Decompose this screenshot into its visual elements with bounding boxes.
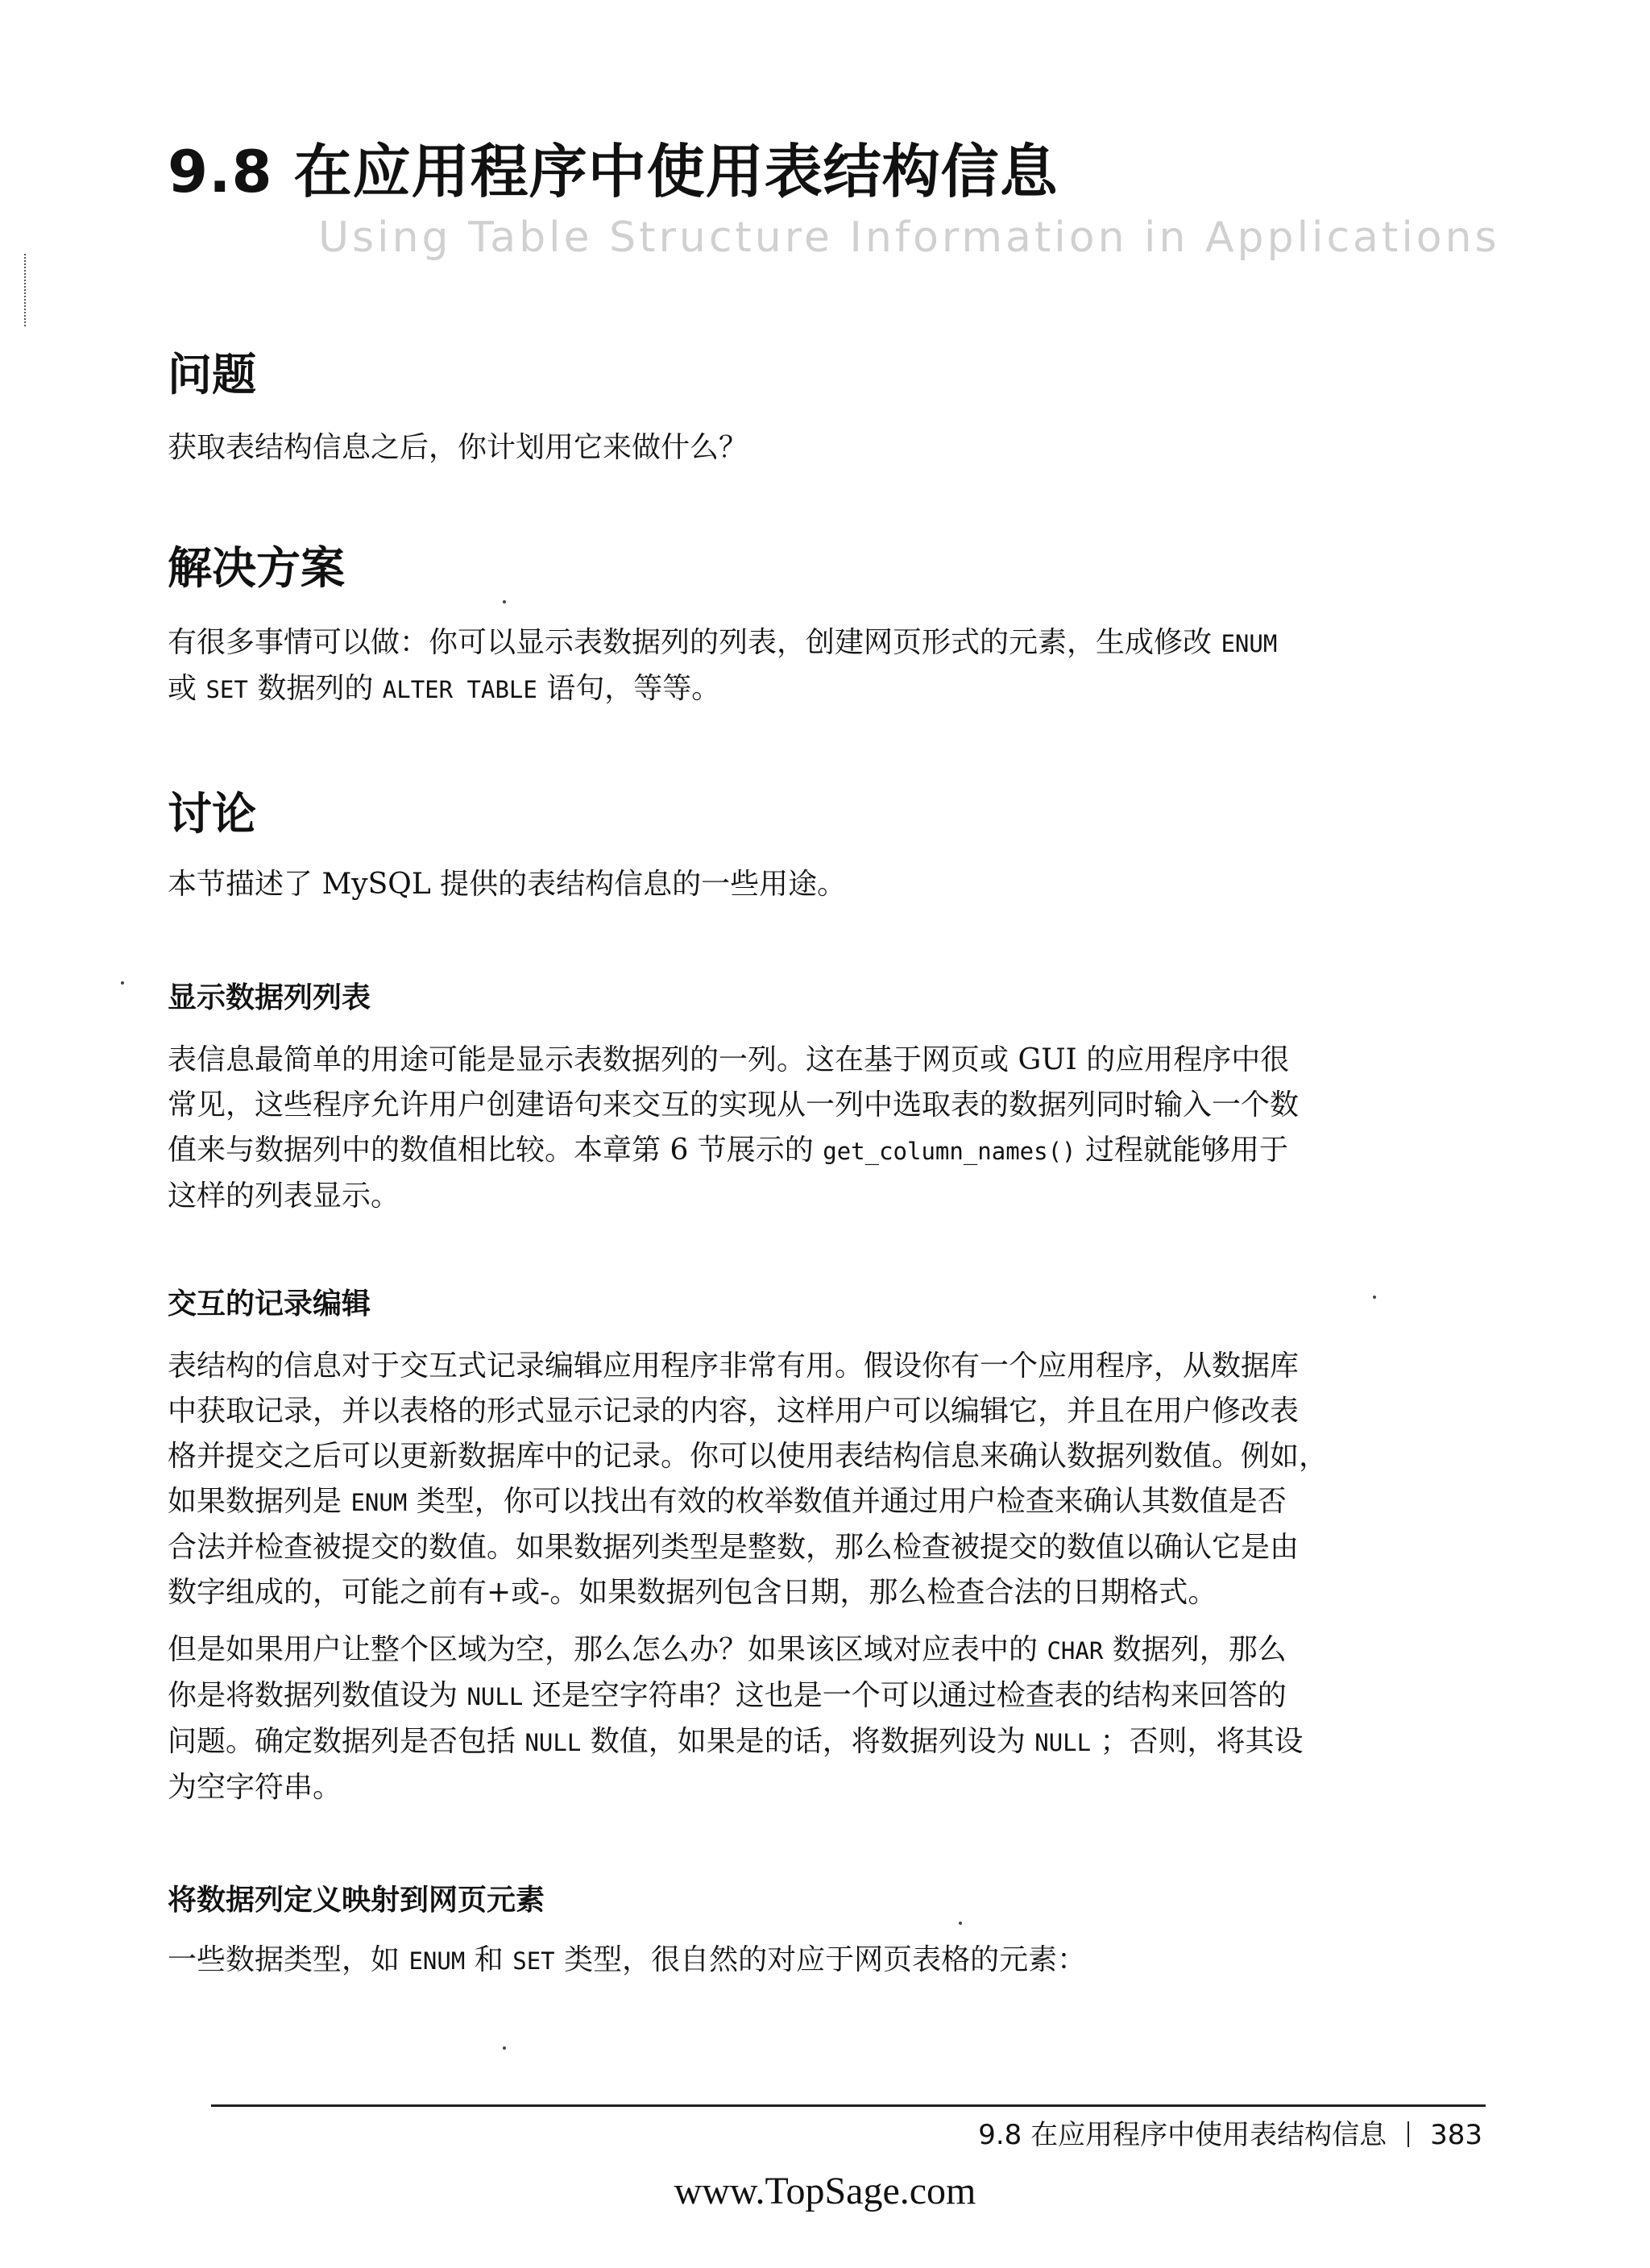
mapping-text <box>168 1938 1449 1984</box>
display-list-line-3 <box>168 1128 1449 1174</box>
solution-line-1-text: 有很多事情可以做：你可以显示表数据列的列表，创建网页形式的元素，生成修改 <box>168 626 1213 659</box>
null-code: NULL <box>466 1683 524 1710</box>
discussion-text <box>168 862 1449 907</box>
footer-rule <box>211 2104 1486 2107</box>
mapping-line-1-part3: 类型，很自然的对应于网页表格的元素： <box>564 1943 1087 1976</box>
interactive-edit-p2-line-4: 为空字符串。 <box>168 1771 342 1804</box>
display-list-line-3-part1: 值来与数据列中的数值相比较。本章第 6 节展示的 <box>168 1134 814 1167</box>
scan-speck <box>121 981 124 985</box>
interactive-edit-p1-line-3: 格并提交之后可以更新数据库中的记录。你可以使用表结构信息来确认数据列数值。例如， <box>168 1440 1329 1473</box>
p2-line-2-part2: 还是空字符串？这也是一个可以通过检查表的结构来回答的 <box>532 1679 1287 1712</box>
null-code: NULL <box>524 1729 582 1756</box>
footer-separator <box>1407 2121 1409 2147</box>
interactive-edit-paragraph-2 <box>168 1627 1449 1810</box>
interactive-edit-p2-line-1 <box>168 1627 1449 1673</box>
interactive-edit-p2-line-2 <box>168 1673 1449 1719</box>
interactive-edit-heading: 交互的记录编辑 <box>168 1287 371 1321</box>
mapping-line-1-part1: 一些数据类型，如 <box>168 1943 400 1976</box>
solution-line-2-part2: 数据列的 <box>257 672 374 705</box>
p2-line-3-part1: 问题。确定数据列是否包括 <box>168 1725 516 1758</box>
running-footer <box>978 2116 1482 2154</box>
page-number: 383 <box>1430 2119 1482 2151</box>
discussion-line: 本节描述了 MySQL 提供的表结构信息的一些用途。 <box>168 868 847 901</box>
display-list-line-1: 表信息最简单的用途可能是显示表数据列的一列。这在基于网页或 GUI 的应用程序中很 <box>168 1043 1290 1076</box>
alter-table-code: ALTER TABLE <box>382 676 537 703</box>
interactive-edit-p1-line-5: 合法并检查被提交的数值。如果数据列类型是整数，那么检查被提交的数值以确认它是由 <box>168 1531 1300 1564</box>
p1-line-4-part2: 类型，你可以找出有效的枚举数值并通过用户检查来确认其数值是否 <box>416 1485 1287 1518</box>
footer-section-title: 9.8 在应用程序中使用表结构信息 <box>978 2119 1387 2151</box>
solution-line-2-part3: 语句，等等。 <box>546 672 721 705</box>
p2-line-2-part1: 你是将数据列数值设为 <box>168 1679 458 1712</box>
interactive-edit-p1-line-4 <box>168 1479 1449 1525</box>
enum-code: ENUM <box>1221 630 1278 657</box>
p2-line-3-part2: 数值，如果是的话，将数据列设为 <box>590 1725 1026 1758</box>
discussion-heading: 讨论 <box>168 788 257 840</box>
p2-line-3-part3: ；否则，将其设 <box>1100 1725 1304 1758</box>
interactive-edit-paragraph-1 <box>168 1344 1449 1615</box>
p2-line-1-part1: 但是如果用户让整个区域为空，那么怎么办？如果该区域对应表中的 <box>168 1633 1039 1666</box>
solution-heading: 解决方案 <box>168 542 346 594</box>
mapping-line-1-part2: 和 <box>474 1943 504 1976</box>
interactive-edit-p1-line-1: 表结构的信息对于交互式记录编辑应用程序非常有用。假设你有一个应用程序，从数据库 <box>168 1350 1300 1383</box>
p1-line-4-part1: 如果数据列是 <box>168 1485 342 1518</box>
scan-speck <box>1373 1296 1376 1299</box>
scan-speck <box>959 1922 962 1925</box>
interactive-edit-p1-line-6: 数字组成的，可能之前有+或-。如果数据列包含日期，那么检查合法的日期格式。 <box>168 1576 1217 1609</box>
mapping-heading: 将数据列定义映射到网页元素 <box>168 1884 545 1917</box>
margin-ticks <box>24 254 29 326</box>
display-list-line-2: 常见，这些程序允许用户创建语句来交互的实现从一列中选取表的数据列同时输入一个数 <box>168 1088 1300 1122</box>
chapter-title: 9.8 在应用程序中使用表结构信息 <box>168 138 1059 205</box>
display-list-line-4: 这样的列表显示。 <box>168 1180 400 1213</box>
set-code: SET <box>512 1947 555 1975</box>
display-list-line-3-part2: 过程就能够用于 <box>1084 1134 1288 1167</box>
interactive-edit-p2-line-3 <box>168 1719 1449 1765</box>
get-column-names-code: get_column_names() <box>823 1138 1076 1165</box>
chapter-subtitle: Using Table Structure Information in Applications <box>318 214 1500 262</box>
solution-line-1 <box>168 620 1449 666</box>
website-watermark: www.TopSage.com <box>674 2170 976 2212</box>
display-list-text <box>168 1038 1449 1219</box>
solution-line-2 <box>168 666 1449 712</box>
char-code: CHAR <box>1047 1637 1104 1665</box>
set-code: SET <box>205 676 248 703</box>
scan-speck <box>503 2046 506 2050</box>
mapping-line-1 <box>168 1938 1449 1984</box>
solution-line-2-part1: 或 <box>168 672 197 705</box>
scan-speck <box>503 600 506 603</box>
solution-text <box>168 620 1449 712</box>
null-code: NULL <box>1034 1729 1092 1756</box>
problem-heading: 问题 <box>168 349 257 400</box>
enum-code: ENUM <box>350 1489 408 1516</box>
display-list-heading: 显示数据列列表 <box>168 981 371 1014</box>
enum-code: ENUM <box>408 1947 466 1975</box>
problem-line: 获取表结构信息之后，你计划用它来做什么？ <box>168 431 748 464</box>
p2-line-1-part2: 数据列，那么 <box>1112 1633 1287 1666</box>
interactive-edit-p1-line-2: 中获取记录，并以表格的形式显示记录的内容，这样用户可以编辑它，并且在用户修改表 <box>168 1395 1300 1428</box>
problem-text <box>168 425 1449 471</box>
